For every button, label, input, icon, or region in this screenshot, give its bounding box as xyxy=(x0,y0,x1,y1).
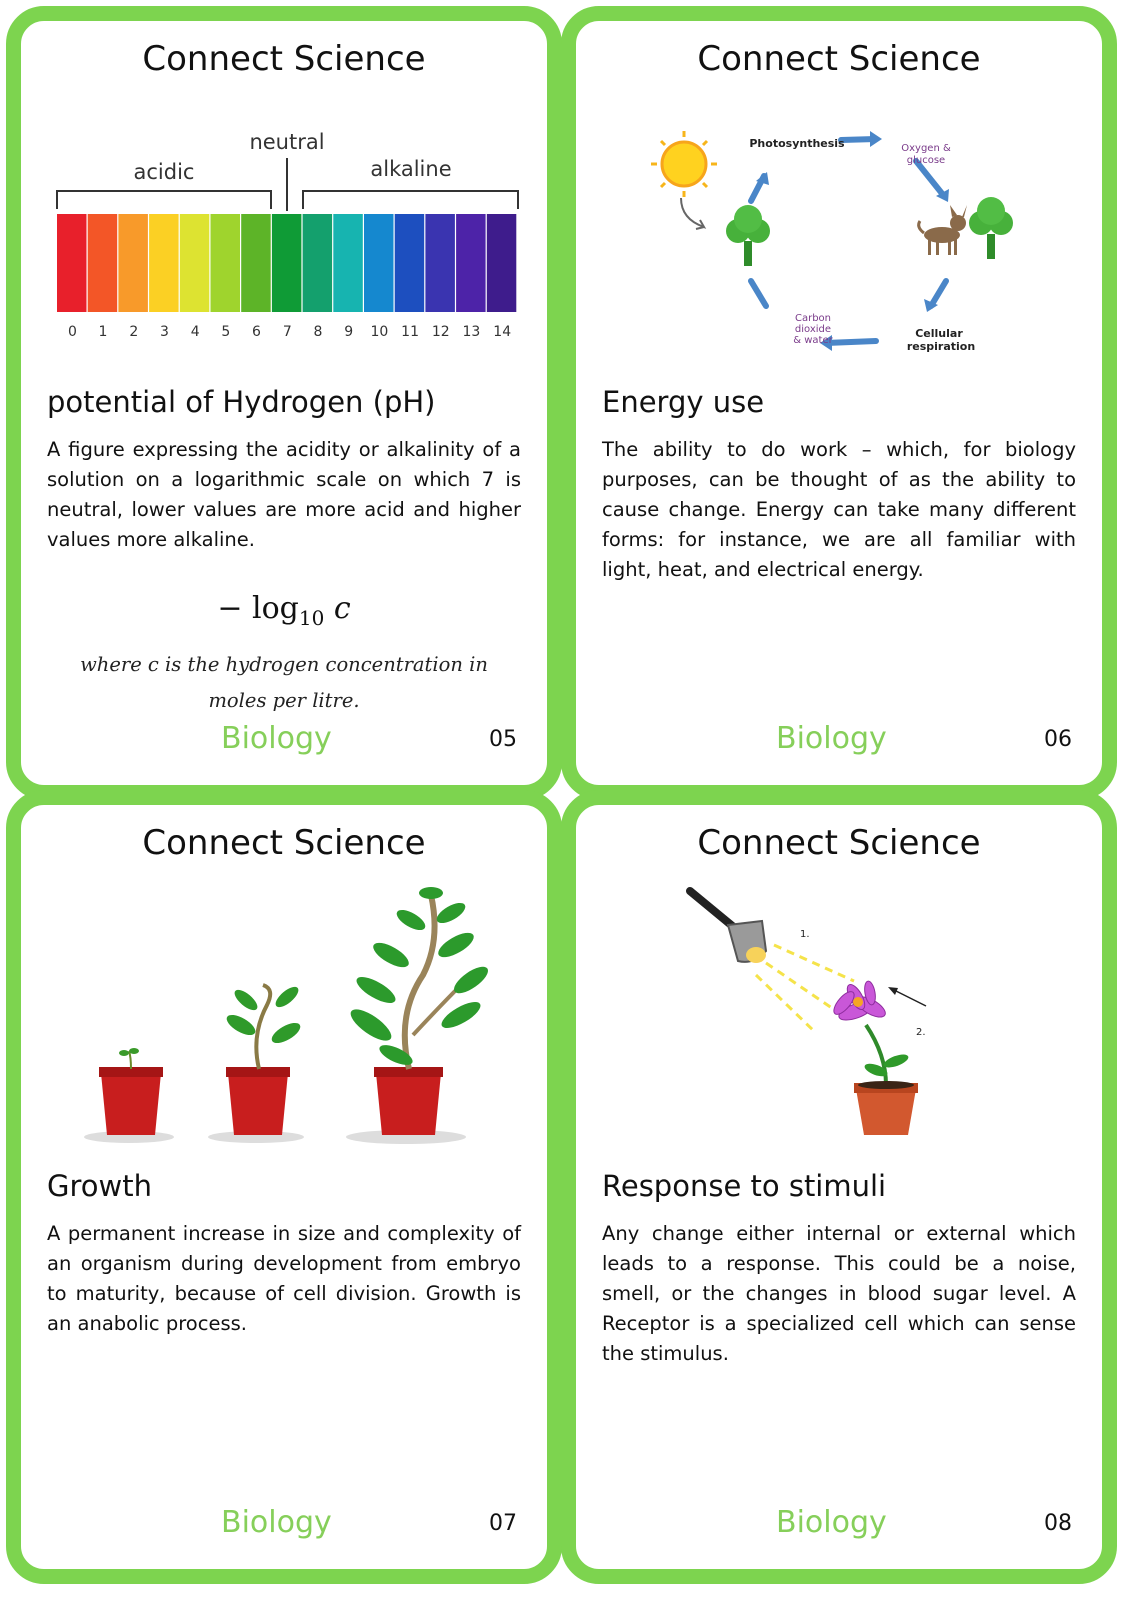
ph-bar xyxy=(57,214,87,312)
ph-tick-label: 2 xyxy=(129,324,139,340)
card-stimuli xyxy=(561,790,1117,1584)
energy-cycle-figure xyxy=(586,101,1092,391)
card-title: Connect Science xyxy=(697,39,981,79)
ph-scale-svg xyxy=(31,101,537,391)
ph-label-alkaline: alkaline xyxy=(370,157,452,181)
card-subject: Biology xyxy=(221,1505,332,1540)
ph-tick-label: 4 xyxy=(190,324,200,340)
ph-tick-label: 13 xyxy=(462,324,481,340)
stimulus-arrow xyxy=(892,989,926,1006)
card-ph xyxy=(6,6,562,800)
young-plant-pot-icon xyxy=(208,983,304,1143)
formula-var: c xyxy=(333,591,351,626)
sun-icon xyxy=(651,131,717,197)
card-subject: Biology xyxy=(776,721,887,756)
card-growth xyxy=(6,790,562,1584)
card-definition: Any change either internal or external which leads to a response. This could be a noise, smell, or the changes in blood sugar level. A Receptor is a specialized cell which can sense the stimulus. xyxy=(602,1222,1076,1365)
dog-icon xyxy=(919,205,967,255)
ph-bar xyxy=(180,214,210,312)
ph-tick-label: 5 xyxy=(221,324,231,340)
ph-tick-label: 11 xyxy=(401,324,420,340)
card-definition: The ability to do work – which, for biology purposes, can be thought of as the ability to cause change. Energy can take many different forms: for instance, we are all familiar with light, heat, and electrical energy. xyxy=(602,438,1076,581)
ph-tick-label: 6 xyxy=(252,324,261,340)
light-rays xyxy=(756,945,854,1033)
stimulus-arrowhead-icon xyxy=(888,987,898,995)
ph-tick-label: 12 xyxy=(431,324,450,340)
label-cellular: Cellular xyxy=(915,327,963,340)
ph-scale-figure xyxy=(31,101,537,391)
card-title: Connect Science xyxy=(142,39,426,79)
stimulus-figure xyxy=(586,885,1092,1175)
lamp-icon xyxy=(690,891,766,963)
ph-tick-label: 9 xyxy=(344,324,354,340)
alkaline-bracket xyxy=(303,191,518,209)
ph-label-acidic: acidic xyxy=(133,160,195,184)
label-water: & water xyxy=(793,335,833,346)
formula-note: where c is the hydrogen concentration in moles per litre. xyxy=(80,653,488,712)
card-number: 05 xyxy=(489,727,517,752)
label-respiration: respiration xyxy=(906,340,976,353)
energy-cycle-svg xyxy=(586,101,1092,391)
label-2: 2. xyxy=(916,1027,926,1038)
flower-pot-icon xyxy=(830,980,918,1135)
card-term: Energy use xyxy=(602,385,765,419)
label-oxygen: Oxygen & xyxy=(901,143,951,154)
tall-plant-pot-icon xyxy=(346,887,492,1144)
ph-bar xyxy=(118,214,147,312)
label-1: 1. xyxy=(800,929,810,940)
ph-bar xyxy=(456,214,486,312)
card-definition: A figure expressing the acidity or alkalinity of a solution on a logarithmic scale on which 7 is neutral, lower values are more acid and higher values more alkaline. xyxy=(47,438,521,551)
card-subject: Biology xyxy=(776,1505,887,1540)
card-title: Connect Science xyxy=(142,823,426,863)
label-carbon: Carbon xyxy=(794,313,832,324)
ph-bars xyxy=(57,214,516,312)
ph-tick-label: 3 xyxy=(159,324,169,340)
ph-bar xyxy=(487,214,517,312)
ph-bar xyxy=(272,214,302,312)
tree-icon xyxy=(726,205,770,266)
tree-icon xyxy=(969,197,1013,259)
card-energy xyxy=(561,6,1117,800)
card-title: Connect Science xyxy=(697,823,981,863)
ph-tick-label: 7 xyxy=(282,324,292,340)
ph-label-neutral: neutral xyxy=(249,130,325,154)
card-term: Growth xyxy=(47,1169,152,1203)
ph-bar xyxy=(364,214,394,312)
card-definition: A permanent increase in size and complexity of an organism during development from embryo to maturity, because of cell division. Growth is an anabolic process. xyxy=(47,1222,521,1335)
card-term: potential of Hydrogen (pH) xyxy=(47,385,436,419)
card-number: 08 xyxy=(1044,1511,1072,1536)
ph-bar xyxy=(425,214,455,312)
formula-base: 10 xyxy=(298,606,325,630)
ph-tick-label: 1 xyxy=(98,324,108,340)
ph-tick-label: 10 xyxy=(370,324,389,340)
ph-bar xyxy=(211,214,241,312)
sunlight-arrow-icon xyxy=(681,198,704,229)
ph-tick-label: 14 xyxy=(493,324,512,340)
card-subject: Biology xyxy=(221,721,332,756)
ph-tick-label: 0 xyxy=(67,324,77,340)
formula-log: − log xyxy=(217,591,299,626)
ph-bar xyxy=(241,214,271,312)
label-glucose: glucose xyxy=(906,155,946,166)
ph-formula xyxy=(21,591,547,630)
ph-ticks xyxy=(68,324,511,340)
ph-bar xyxy=(149,214,179,312)
growth-svg xyxy=(31,885,537,1175)
ph-tick-label: 8 xyxy=(313,324,323,340)
card-number: 06 xyxy=(1044,727,1072,752)
stimulus-svg xyxy=(586,885,1092,1175)
acidic-bracket xyxy=(57,191,271,209)
card-term: Response to stimuli xyxy=(602,1169,887,1203)
label-photosynthesis: Photosynthesis xyxy=(749,137,845,150)
ph-bar xyxy=(88,214,118,312)
growth-figure xyxy=(31,885,537,1175)
ph-bar xyxy=(395,214,425,312)
ph-bar xyxy=(303,214,333,312)
ph-bar xyxy=(333,214,363,312)
seedling-pot-icon xyxy=(84,1048,174,1143)
cycle-arrows xyxy=(751,139,946,343)
label-dioxide: dioxide xyxy=(794,324,832,335)
card-number: 07 xyxy=(489,1511,517,1536)
